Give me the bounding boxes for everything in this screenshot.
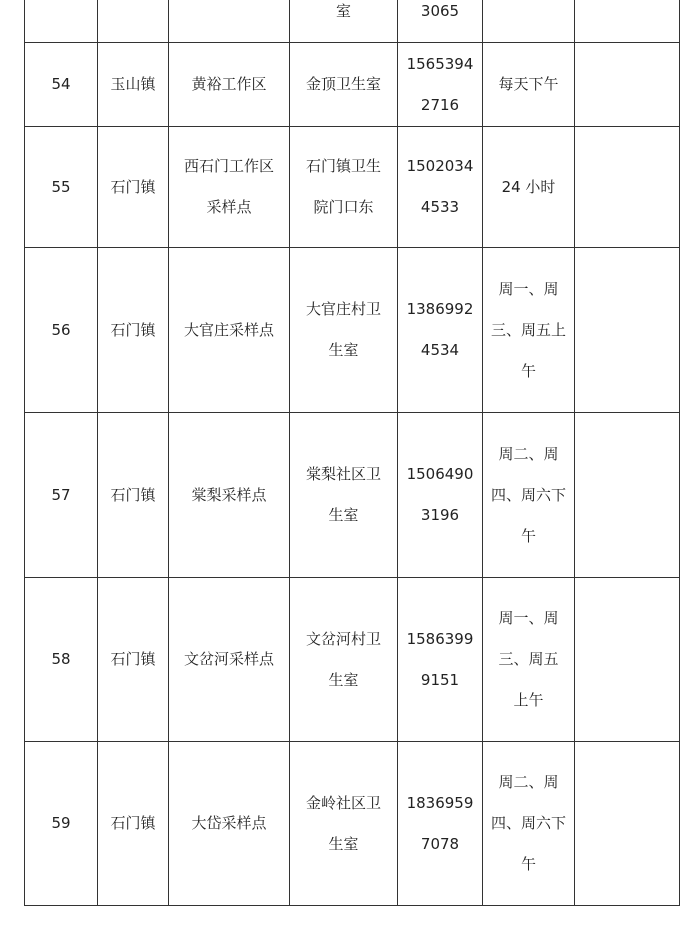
site-cell-line: 黄裕工作区 (191, 75, 267, 93)
remark-cell (575, 0, 680, 43)
site-cell-line: 大岱采样点 (191, 814, 267, 832)
address-cell (290, 43, 398, 127)
row-number (25, 742, 98, 906)
site-cell (169, 578, 290, 742)
sampling-sites-table (24, 0, 680, 906)
remark-cell (575, 43, 680, 127)
town-cell (98, 742, 169, 906)
remark-cell (575, 742, 680, 906)
site-cell (169, 742, 290, 906)
address-cell-line: 石门镇卫生 (305, 157, 381, 175)
time-cell (483, 413, 575, 578)
phone-cell-line: 4533 (420, 198, 460, 216)
address-cell-line: 生室 (328, 341, 359, 359)
address-cell-line: 文岔河村卫 (305, 629, 381, 648)
town-cell (98, 0, 169, 43)
time-cell (483, 0, 575, 43)
address-cell (290, 0, 398, 43)
town-cell-line: 玉山镇 (110, 75, 156, 93)
site-cell (169, 413, 290, 578)
phone-cell (398, 248, 483, 413)
site-cell-line: 采样点 (206, 198, 252, 216)
remark-cell (575, 578, 680, 742)
address-cell (290, 127, 398, 248)
time-cell-line: 午 (520, 361, 536, 380)
row-number (25, 0, 98, 43)
address-cell-line: 金岭社区卫 (305, 793, 381, 812)
time-cell (483, 43, 575, 127)
remark-cell (575, 248, 680, 413)
site-cell (169, 0, 290, 43)
address-cell-line: 生室 (328, 506, 359, 524)
row-number (25, 578, 98, 742)
address-cell-line: 棠梨社区卫 (305, 465, 381, 483)
time-cell-line: 上午 (513, 691, 544, 709)
phone-cell-line: 9151 (420, 670, 460, 689)
town-cell-line: 石门镇 (110, 320, 156, 339)
table-body (25, 0, 680, 906)
table-row (25, 413, 680, 578)
address-cell (290, 248, 398, 413)
address-cell-line: 金顶卫生室 (305, 75, 381, 93)
address-cell (290, 413, 398, 578)
site-cell (169, 43, 290, 127)
phone-cell-line: 4534 (420, 341, 460, 359)
town-cell (98, 248, 169, 413)
row-number-line: 54 (51, 75, 71, 93)
time-cell-line: 周一、周 (498, 279, 559, 298)
phone-cell-line: 3065 (420, 2, 460, 20)
phone-cell-line: 2716 (420, 95, 460, 114)
town-cell-line: 石门镇 (110, 814, 156, 832)
phone-cell-line: 1502034 (406, 157, 474, 175)
phone-cell-line: 1565394 (406, 54, 474, 73)
phone-cell-line: 7078 (420, 834, 460, 853)
row-number-line: 55 (51, 177, 71, 196)
table-row (25, 43, 680, 127)
time-cell-line: 24 小时 (501, 177, 556, 196)
town-cell (98, 127, 169, 248)
table-row (25, 742, 680, 906)
town-cell (98, 578, 169, 742)
town-cell (98, 413, 169, 578)
time-cell (483, 248, 575, 413)
phone-cell (398, 43, 483, 127)
site-cell-line: 文岔河采样点 (183, 650, 274, 668)
phone-cell-line: 1506490 (406, 465, 474, 483)
time-cell-line: 午 (520, 855, 536, 873)
time-cell-line: 午 (520, 526, 536, 545)
site-cell (169, 127, 290, 248)
time-cell (483, 742, 575, 906)
row-number (25, 127, 98, 248)
address-cell-line: 室 (335, 2, 351, 20)
town-cell (98, 43, 169, 127)
phone-cell (398, 0, 483, 43)
phone-cell-line: 1386992 (406, 300, 474, 318)
phone-cell (398, 127, 483, 248)
time-cell-line: 三、周五 (498, 650, 559, 668)
row-number (25, 413, 98, 578)
address-cell-line: 院门口东 (313, 198, 374, 216)
site-cell-line: 棠梨采样点 (191, 485, 267, 504)
time-cell-line: 周二、周 (498, 773, 559, 791)
time-cell (483, 578, 575, 742)
row-number-line: 59 (51, 814, 71, 832)
row-number-line: 56 (51, 320, 71, 339)
time-cell-line: 每天下午 (498, 75, 559, 93)
town-cell-line: 石门镇 (110, 650, 156, 668)
remark-cell (575, 127, 680, 248)
time-cell-line: 周一、周 (498, 609, 559, 627)
address-cell (290, 742, 398, 906)
row-number-line: 58 (51, 650, 71, 668)
time-cell (483, 127, 575, 248)
table-row (25, 127, 680, 248)
row-number-line: 57 (51, 485, 71, 504)
address-cell-line: 生室 (328, 834, 359, 853)
address-cell (290, 578, 398, 742)
table-row (25, 578, 680, 742)
row-number (25, 248, 98, 413)
site-cell (169, 248, 290, 413)
time-cell-line: 四、周六下 (490, 485, 566, 504)
town-cell-line: 石门镇 (110, 177, 156, 196)
phone-cell-line: 1586399 (406, 629, 474, 648)
town-cell-line: 石门镇 (110, 485, 156, 504)
time-cell-line: 周二、周 (498, 444, 559, 463)
address-cell-line: 生室 (328, 670, 359, 689)
site-cell-line: 西石门工作区 (183, 157, 274, 175)
time-cell-line: 四、周六下 (490, 814, 566, 832)
time-cell-line: 三、周五上 (490, 320, 566, 339)
row-number (25, 43, 98, 127)
phone-cell-line: 1836959 (406, 793, 474, 812)
phone-cell (398, 742, 483, 906)
table-row (25, 0, 680, 43)
address-cell-line: 大官庄村卫 (305, 300, 381, 318)
remark-cell (575, 413, 680, 578)
table-row (25, 248, 680, 413)
phone-cell (398, 413, 483, 578)
phone-cell (398, 578, 483, 742)
site-cell-line: 大官庄采样点 (183, 320, 274, 339)
phone-cell-line: 3196 (420, 506, 460, 524)
